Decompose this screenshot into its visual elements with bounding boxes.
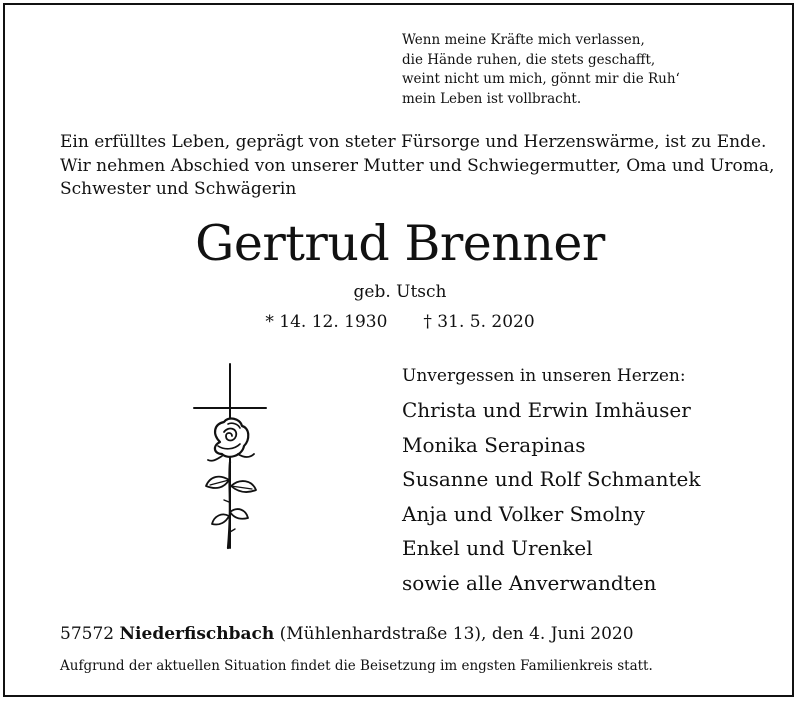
poem: [402, 31, 680, 109]
poem-line: mein Leben ist vollbracht.: [402, 90, 582, 107]
life-dates: [0, 311, 800, 333]
address-line: [60, 623, 634, 645]
poem-line: weint nicht um mich, gönnt mir die Ruh‘: [402, 71, 680, 87]
cross-with-rose-icon: [188, 362, 272, 552]
mourner-entry: Enkel und Urenkel: [402, 536, 593, 560]
mourner-entry: sowie alle Anverwandten: [402, 570, 657, 595]
mourners-intro: Unvergessen in unseren Herzen:: [402, 366, 686, 386]
intro-line: Ein erfülltes Leben, geprägt von steter Fürsorge und Herzenswärme, ist zu Ende.: [60, 132, 767, 152]
mourner-entry: Monika Serapinas: [402, 432, 586, 457]
birth-date: * 14. 12. 1930: [265, 312, 388, 332]
intro-line: Wir nehmen Abschied von unserer Mutter und Schwiegermutter, Oma und Uroma,: [60, 155, 775, 176]
maiden-name: geb. Utsch: [353, 282, 447, 302]
mourner-entry: Susanne und Rolf Schmantek: [402, 467, 701, 491]
death-date: † 31. 5. 2020: [423, 312, 535, 332]
address-rest: (Mühlenhardstraße 13), den 4. Juni 2020: [279, 624, 634, 644]
intro-line: Schwester und Schwägerin: [60, 179, 297, 199]
mourners-list: [402, 393, 700, 600]
poem-line: Wenn meine Kräfte mich verlassen,: [402, 32, 645, 48]
poem-line: die Hände ruhen, die stets geschafft,: [402, 51, 656, 68]
deceased-name: Gertrud Brenner: [195, 215, 605, 272]
mourner-entry: Anja und Volker Smolny: [402, 501, 645, 526]
town: Niederfischbach: [119, 624, 275, 644]
postcode: 57572: [60, 624, 115, 644]
burial-note: Aufgrund der aktuellen Situation findet die Beisetzung im engsten Familienkreis statt.: [60, 658, 653, 674]
intro-text: [60, 131, 774, 202]
mourner-entry: Christa und Erwin Imhäuser: [402, 398, 691, 422]
